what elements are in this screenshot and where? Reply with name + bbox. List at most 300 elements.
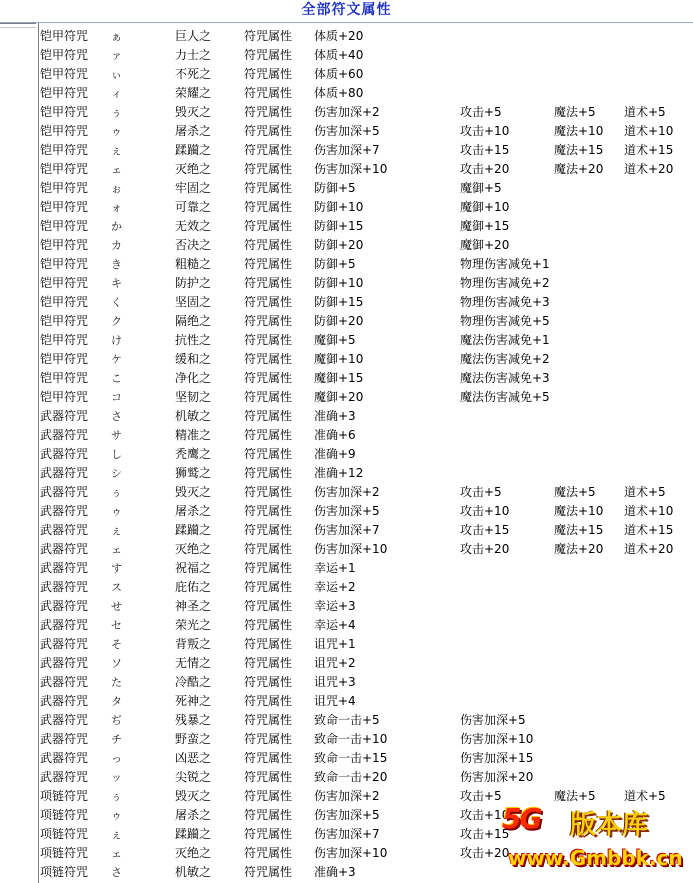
rune-type: 符咒属性 xyxy=(244,789,293,803)
rune-code: さ xyxy=(111,410,122,423)
rune-code: ぅ xyxy=(111,790,122,803)
rune-type: 符咒属性 xyxy=(244,732,293,746)
table-row xyxy=(40,350,690,369)
rune-name: 死神之 xyxy=(175,694,212,708)
rune-code: し xyxy=(111,448,122,461)
attribute-primary: 防御+20 xyxy=(314,314,364,328)
rune-code: コ xyxy=(111,391,122,404)
rune-category: 铠甲符咒 xyxy=(40,314,89,328)
attribute-primary: 准确+6 xyxy=(314,428,356,442)
rune-code: タ xyxy=(111,695,122,708)
attribute-secondary: 攻击+5 xyxy=(460,485,502,499)
rune-category: 武器符咒 xyxy=(40,751,89,765)
rune-type: 符咒属性 xyxy=(244,561,293,575)
rune-category: 项链符咒 xyxy=(40,846,89,860)
rune-name: 净化之 xyxy=(175,371,212,385)
rune-category: 铠甲符咒 xyxy=(40,181,89,195)
attribute-secondary: 攻击+10 xyxy=(460,808,510,822)
rune-category: 武器符咒 xyxy=(40,675,89,689)
rune-code: た xyxy=(111,676,122,689)
table-row xyxy=(40,236,690,255)
rune-code: そ xyxy=(111,638,122,651)
attribute-quaternary: 道术+5 xyxy=(624,789,666,803)
rune-name: 祝福之 xyxy=(175,561,212,575)
rune-type: 符咒属性 xyxy=(244,542,293,556)
rune-category: 铠甲符咒 xyxy=(40,219,89,233)
rune-category: 武器符咒 xyxy=(40,447,89,461)
rune-name: 灭绝之 xyxy=(175,846,212,860)
rune-category: 项链符咒 xyxy=(40,865,89,879)
rune-name: 粗糙之 xyxy=(175,257,212,271)
attribute-secondary: 魔御+10 xyxy=(460,200,510,214)
rune-name: 无效之 xyxy=(175,219,212,233)
table-row xyxy=(40,445,690,464)
rune-type: 符咒属性 xyxy=(244,390,293,404)
attribute-tertiary: 魔法+15 xyxy=(554,143,604,157)
rune-category: 武器符咒 xyxy=(40,637,89,651)
table-row xyxy=(40,635,690,654)
rune-category: 武器符咒 xyxy=(40,504,89,518)
watermark-banner xyxy=(502,800,688,842)
rune-category: 武器符咒 xyxy=(40,561,89,575)
rune-name: 屠杀之 xyxy=(175,504,212,518)
rune-category: 武器符咒 xyxy=(40,618,89,632)
attribute-secondary: 魔法伤害减免+1 xyxy=(460,333,550,347)
rune-category: 铠甲符咒 xyxy=(40,333,89,347)
rune-name: 毁灭之 xyxy=(175,485,212,499)
rune-type: 符咒属性 xyxy=(244,428,293,442)
rune-category: 武器符咒 xyxy=(40,694,89,708)
attribute-primary: 魔御+20 xyxy=(314,390,364,404)
rune-code: こ xyxy=(111,372,122,385)
table-row xyxy=(40,274,690,293)
rune-category: 武器符咒 xyxy=(40,523,89,537)
attribute-primary: 致命一击+5 xyxy=(314,713,380,727)
attribute-secondary: 物理伤害减免+3 xyxy=(460,295,550,309)
rune-type: 符咒属性 xyxy=(244,523,293,537)
rune-name: 坚韧之 xyxy=(175,390,212,404)
table-row xyxy=(40,597,690,616)
table-row xyxy=(40,255,690,274)
attribute-quaternary: 道术+10 xyxy=(624,124,674,138)
attribute-secondary: 攻击+20 xyxy=(460,542,510,556)
rune-code: ぁ xyxy=(111,30,122,43)
attribute-primary: 致命一击+10 xyxy=(314,732,388,746)
attribute-primary: 防御+15 xyxy=(314,295,364,309)
rune-code: サ xyxy=(111,429,122,442)
attribute-secondary: 攻击+20 xyxy=(460,162,510,176)
attribute-tertiary: 魔法+5 xyxy=(554,789,596,803)
rune-type: 符咒属性 xyxy=(244,865,293,879)
attribute-secondary: 伤害加深+15 xyxy=(460,751,534,765)
rune-name: 精准之 xyxy=(175,428,212,442)
rune-code: ァ xyxy=(111,49,122,62)
table-row xyxy=(40,46,690,65)
rune-code: カ xyxy=(111,239,122,252)
rune-type: 符咒属性 xyxy=(244,143,293,157)
rune-category: 武器符咒 xyxy=(40,466,89,480)
rune-code: ォ xyxy=(111,201,122,214)
attribute-primary: 诅咒+4 xyxy=(314,694,356,708)
rune-category: 武器符咒 xyxy=(40,599,89,613)
rune-code: チ xyxy=(111,733,122,746)
rune-code: ゥ xyxy=(111,809,122,822)
rune-code: ェ xyxy=(111,543,122,556)
rune-code: ぇ xyxy=(111,144,122,157)
attribute-secondary: 魔法伤害减免+3 xyxy=(460,371,550,385)
rune-code: ぢ xyxy=(111,714,122,727)
page-title-bar xyxy=(0,0,693,23)
rune-category: 铠甲符咒 xyxy=(40,143,89,157)
table-row xyxy=(40,559,690,578)
rune-name: 尖锐之 xyxy=(175,770,212,784)
table-row xyxy=(40,103,690,122)
rune-code: ィ xyxy=(111,87,122,100)
attribute-secondary: 攻击+10 xyxy=(460,124,510,138)
attribute-secondary: 魔御+5 xyxy=(460,181,502,195)
rune-category: 项链符咒 xyxy=(40,808,89,822)
attribute-quaternary: 道术+20 xyxy=(624,542,674,556)
rune-name: 蹂躏之 xyxy=(175,143,212,157)
attribute-primary: 防御+15 xyxy=(314,219,364,233)
rune-category: 铠甲符咒 xyxy=(40,105,89,119)
rune-category: 铠甲符咒 xyxy=(40,48,89,62)
attribute-primary: 诅咒+2 xyxy=(314,656,356,670)
table-row xyxy=(40,141,690,160)
rune-code: ェ xyxy=(111,163,122,176)
rune-category: 铠甲符咒 xyxy=(40,200,89,214)
attribute-primary: 幸运+4 xyxy=(314,618,356,632)
rune-code: シ xyxy=(111,467,122,480)
rune-type: 符咒属性 xyxy=(244,124,293,138)
attribute-primary: 防御+10 xyxy=(314,200,364,214)
table-row xyxy=(40,673,690,692)
rune-code: キ xyxy=(111,277,122,290)
rune-name: 庇佑之 xyxy=(175,580,212,594)
attribute-tertiary: 魔法+20 xyxy=(554,542,604,556)
attribute-secondary: 攻击+15 xyxy=(460,523,510,537)
rune-category: 武器符咒 xyxy=(40,485,89,499)
attribute-secondary: 伤害加深+20 xyxy=(460,770,534,784)
table-row xyxy=(40,369,690,388)
attribute-quaternary: 道术+20 xyxy=(624,162,674,176)
watermark-url: www.Gmbbk.cn xyxy=(508,846,683,870)
rune-type: 符咒属性 xyxy=(244,86,293,100)
rune-code: せ xyxy=(111,600,122,613)
rune-category: 铠甲符咒 xyxy=(40,29,89,43)
attribute-primary: 防御+5 xyxy=(314,181,356,195)
attribute-quaternary: 道术+10 xyxy=(624,504,674,518)
rune-code: ケ xyxy=(111,353,122,366)
attribute-primary: 准确+3 xyxy=(314,409,356,423)
rune-type: 符咒属性 xyxy=(244,713,293,727)
rune-name: 力士之 xyxy=(175,48,212,62)
rune-type: 符咒属性 xyxy=(244,162,293,176)
attribute-tertiary: 魔法+15 xyxy=(554,523,604,537)
table-row xyxy=(40,426,690,445)
attribute-primary: 防御+10 xyxy=(314,276,364,290)
rune-category: 铠甲符咒 xyxy=(40,124,89,138)
attribute-primary: 体质+80 xyxy=(314,86,364,100)
attribute-secondary: 魔御+15 xyxy=(460,219,510,233)
table-row xyxy=(40,616,690,635)
table-row xyxy=(40,578,690,597)
table-row xyxy=(40,749,690,768)
rune-type: 符咒属性 xyxy=(244,352,293,366)
table-row xyxy=(40,521,690,540)
watermark-logo: 5G xyxy=(502,802,541,835)
rune-code: す xyxy=(111,562,122,575)
rune-name: 可靠之 xyxy=(175,200,212,214)
rune-type: 符咒属性 xyxy=(244,105,293,119)
rune-code: ゥ xyxy=(111,125,122,138)
rune-category: 武器符咒 xyxy=(40,580,89,594)
rune-code: ソ xyxy=(111,657,122,670)
table-row xyxy=(40,312,690,331)
rune-code: か xyxy=(111,220,122,233)
rune-name: 机敏之 xyxy=(175,865,212,879)
attribute-secondary: 攻击+15 xyxy=(460,143,510,157)
table-row xyxy=(40,65,690,84)
table-row xyxy=(40,464,690,483)
watermark-site-name: 版本库 xyxy=(570,810,649,840)
table-row xyxy=(40,160,690,179)
rune-category: 项链符咒 xyxy=(40,789,89,803)
table-row xyxy=(40,711,690,730)
rune-type: 符咒属性 xyxy=(244,599,293,613)
rune-type: 符咒属性 xyxy=(244,219,293,233)
attribute-secondary: 攻击+5 xyxy=(460,105,502,119)
attribute-primary: 伤害加深+5 xyxy=(314,124,380,138)
table-row xyxy=(40,692,690,711)
rune-name: 防护之 xyxy=(175,276,212,290)
rune-type: 符咒属性 xyxy=(244,48,293,62)
rune-type: 符咒属性 xyxy=(244,618,293,632)
attribute-primary: 诅咒+3 xyxy=(314,675,356,689)
rune-name: 神圣之 xyxy=(175,599,212,613)
rune-name: 荣光之 xyxy=(175,618,212,632)
rune-type: 符咒属性 xyxy=(244,504,293,518)
rune-category: 铠甲符咒 xyxy=(40,86,89,100)
rune-category: 铠甲符咒 xyxy=(40,352,89,366)
attribute-tertiary: 魔法+5 xyxy=(554,485,596,499)
rune-category: 项链符咒 xyxy=(40,827,89,841)
attribute-secondary: 攻击+10 xyxy=(460,504,510,518)
rune-type: 符咒属性 xyxy=(244,200,293,214)
table-row xyxy=(40,198,690,217)
attribute-primary: 体质+20 xyxy=(314,29,364,43)
rune-category: 武器符咒 xyxy=(40,656,89,670)
rune-code: ぅ xyxy=(111,106,122,119)
table-row xyxy=(40,483,690,502)
rune-type: 符咒属性 xyxy=(244,409,293,423)
table-row xyxy=(40,540,690,559)
rune-category: 铠甲符咒 xyxy=(40,67,89,81)
attribute-primary: 准确+9 xyxy=(314,447,356,461)
rune-code: ェ xyxy=(111,847,122,860)
table-row xyxy=(40,388,690,407)
rune-name: 不死之 xyxy=(175,67,212,81)
rune-category: 武器符咒 xyxy=(40,428,89,442)
attribute-primary: 防御+20 xyxy=(314,238,364,252)
rune-code: ぉ xyxy=(111,182,122,195)
rune-type: 符咒属性 xyxy=(244,333,293,347)
rune-category: 铠甲符咒 xyxy=(40,371,89,385)
attribute-primary: 伤害加深+7 xyxy=(314,523,380,537)
attribute-secondary: 伤害加深+10 xyxy=(460,732,534,746)
rune-category: 武器符咒 xyxy=(40,770,89,784)
attribute-primary: 幸运+1 xyxy=(314,561,356,575)
attribute-primary: 伤害加深+7 xyxy=(314,143,380,157)
margin-rule xyxy=(0,23,36,24)
attribute-quaternary: 道术+15 xyxy=(624,523,674,537)
rune-name: 无情之 xyxy=(175,656,212,670)
table-row xyxy=(40,27,690,46)
rune-type: 符咒属性 xyxy=(244,314,293,328)
rune-name: 巨人之 xyxy=(175,29,212,43)
table-row xyxy=(40,84,690,103)
rune-name: 灭绝之 xyxy=(175,542,212,556)
left-margin-strip xyxy=(0,23,39,883)
rune-code: さ xyxy=(111,866,122,879)
rune-category: 武器符咒 xyxy=(40,542,89,556)
rune-type: 符咒属性 xyxy=(244,846,293,860)
rune-name: 屠杀之 xyxy=(175,808,212,822)
attribute-tertiary: 魔法+10 xyxy=(554,124,604,138)
rune-name: 狮鹫之 xyxy=(175,466,212,480)
rune-type: 符咒属性 xyxy=(244,371,293,385)
attribute-primary: 伤害加深+10 xyxy=(314,846,388,860)
table-row xyxy=(40,331,690,350)
rune-type: 符咒属性 xyxy=(244,447,293,461)
attribute-primary: 伤害加深+10 xyxy=(314,162,388,176)
rune-category: 武器符咒 xyxy=(40,732,89,746)
rune-type: 符咒属性 xyxy=(244,694,293,708)
rune-code: っ xyxy=(111,752,122,765)
rune-category: 铠甲符咒 xyxy=(40,257,89,271)
rune-name: 灭绝之 xyxy=(175,162,212,176)
attribute-primary: 伤害加深+10 xyxy=(314,542,388,556)
attribute-primary: 魔御+10 xyxy=(314,352,364,366)
rune-type: 符咒属性 xyxy=(244,751,293,765)
rune-category: 铠甲符咒 xyxy=(40,238,89,252)
attribute-secondary: 魔御+20 xyxy=(460,238,510,252)
rune-type: 符咒属性 xyxy=(244,770,293,784)
rune-name: 机敏之 xyxy=(175,409,212,423)
rune-type: 符咒属性 xyxy=(244,580,293,594)
rune-name: 荣耀之 xyxy=(175,86,212,100)
rune-type: 符咒属性 xyxy=(244,485,293,499)
attribute-primary: 准确+3 xyxy=(314,865,356,879)
rune-category: 铠甲符咒 xyxy=(40,276,89,290)
rune-code: ス xyxy=(111,581,122,594)
rune-type: 符咒属性 xyxy=(244,656,293,670)
site-watermark xyxy=(500,800,693,883)
rune-name: 隔绝之 xyxy=(175,314,212,328)
rune-category: 武器符咒 xyxy=(40,713,89,727)
table-row xyxy=(40,217,690,236)
rune-code: ぇ xyxy=(111,524,122,537)
rune-code: ク xyxy=(111,315,122,328)
attribute-quaternary: 道术+15 xyxy=(624,143,674,157)
attribute-secondary: 攻击+15 xyxy=(460,827,510,841)
table-row xyxy=(40,407,690,426)
attribute-quaternary: 道术+5 xyxy=(624,105,666,119)
rune-name: 否决之 xyxy=(175,238,212,252)
attribute-primary: 魔御+15 xyxy=(314,371,364,385)
page-title: 全部符文属性 xyxy=(301,2,392,18)
rune-name: 坚固之 xyxy=(175,295,212,309)
attribute-primary: 防御+5 xyxy=(314,257,356,271)
attribute-secondary: 攻击+20 xyxy=(460,846,510,860)
attribute-primary: 伤害加深+5 xyxy=(314,504,380,518)
attribute-tertiary: 魔法+10 xyxy=(554,504,604,518)
rune-code: ゥ xyxy=(111,505,122,518)
rune-name: 缓和之 xyxy=(175,352,212,366)
rune-code: ッ xyxy=(111,771,122,784)
rune-name: 毁灭之 xyxy=(175,105,212,119)
rune-name: 野蛮之 xyxy=(175,732,212,746)
attribute-primary: 伤害加深+7 xyxy=(314,827,380,841)
rune-type: 符咒属性 xyxy=(244,257,293,271)
rune-type: 符咒属性 xyxy=(244,637,293,651)
table-row xyxy=(40,768,690,787)
attribute-tertiary: 魔法+5 xyxy=(554,105,596,119)
attribute-quaternary: 道术+5 xyxy=(624,485,666,499)
rune-type: 符咒属性 xyxy=(244,238,293,252)
rune-name: 蹂躏之 xyxy=(175,523,212,537)
rune-code: ぇ xyxy=(111,828,122,841)
attribute-primary: 诅咒+1 xyxy=(314,637,356,651)
attribute-primary: 致命一击+15 xyxy=(314,751,388,765)
attribute-secondary: 伤害加深+5 xyxy=(460,713,526,727)
attribute-secondary: 物理伤害减免+1 xyxy=(460,257,550,271)
attribute-primary: 伤害加深+5 xyxy=(314,808,380,822)
table-row xyxy=(40,730,690,749)
attribute-secondary: 物理伤害减免+5 xyxy=(460,314,550,328)
attribute-secondary: 物理伤害减免+2 xyxy=(460,276,550,290)
attribute-tertiary: 魔法+20 xyxy=(554,162,604,176)
rune-name: 凶恶之 xyxy=(175,751,212,765)
attribute-primary: 体质+60 xyxy=(314,67,364,81)
rune-code: ぅ xyxy=(111,486,122,499)
attribute-primary: 幸运+3 xyxy=(314,599,356,613)
rune-category: 铠甲符咒 xyxy=(40,162,89,176)
rune-type: 符咒属性 xyxy=(244,29,293,43)
attribute-primary: 致命一击+20 xyxy=(314,770,388,784)
rune-code: ぃ xyxy=(111,68,122,81)
rune-type: 符咒属性 xyxy=(244,675,293,689)
attribute-primary: 魔御+5 xyxy=(314,333,356,347)
rune-category: 铠甲符咒 xyxy=(40,295,89,309)
attribute-primary: 伤害加深+2 xyxy=(314,485,380,499)
rune-name: 抗性之 xyxy=(175,333,212,347)
table-row xyxy=(40,122,690,141)
table-row xyxy=(40,502,690,521)
rune-name: 秃鹰之 xyxy=(175,447,212,461)
rune-type: 符咒属性 xyxy=(244,181,293,195)
rune-code: く xyxy=(111,296,122,309)
table-row xyxy=(40,179,690,198)
rune-type: 符咒属性 xyxy=(244,827,293,841)
table-row xyxy=(40,654,690,673)
attribute-primary: 伤害加深+2 xyxy=(314,789,380,803)
rune-attribute-list xyxy=(40,27,690,882)
rune-name: 蹂躏之 xyxy=(175,827,212,841)
rune-name: 冷酷之 xyxy=(175,675,212,689)
rune-type: 符咒属性 xyxy=(244,808,293,822)
rune-code: け xyxy=(111,334,122,347)
